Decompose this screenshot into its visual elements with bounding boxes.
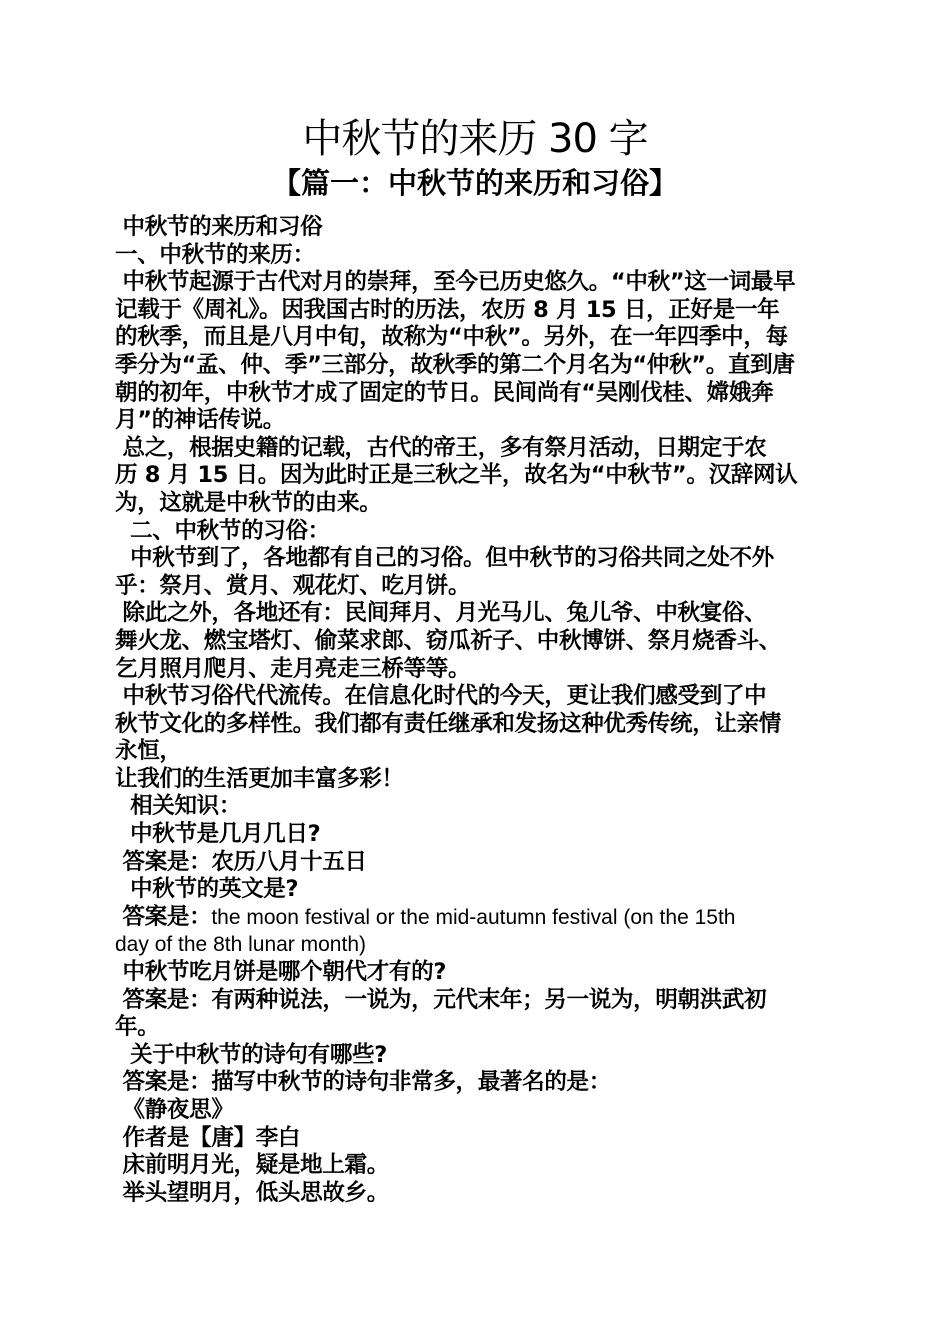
paragraph-line: 中秋节起源于古代对月的崇拜，至今已历史悠久。“中秋”这一词最早 <box>115 269 796 296</box>
paragraph-line: 季分为“孟、仲、季”三部分，故秋季的第二个月名为“仲秋”。直到唐 <box>115 351 795 378</box>
paragraph-line: 为，这就是中秋节的由来。 <box>115 489 382 516</box>
poem-author: 作者是【唐】李白 <box>115 1124 301 1151</box>
paragraph-line: 中秋节到了，各地都有自己的习俗。但中秋节的习俗共同之处不外 <box>115 545 774 572</box>
section-heading: 相关知识： <box>115 793 242 820</box>
answer-line: 答案是：描写中秋节的诗句非常多，最著名的是： <box>115 1069 611 1096</box>
paragraph-line: 的秋季，而且是八月中旬，故称为“中秋”。另外，在一年四季中，每 <box>115 324 788 351</box>
question-line: 中秋节是几月几日? <box>115 821 321 848</box>
document-body <box>115 214 837 1207</box>
poem-line: 举头望明月，低头思故乡。 <box>115 1179 389 1206</box>
document-subtitle: 【篇一：中秋节的来历和习俗】 <box>271 166 678 200</box>
answer-line: 年。 <box>115 1014 160 1041</box>
paragraph-line: 历 8 月 15 日。因为此时正是三秋之半，故名为“中秋节”。汉辞网认 <box>115 462 798 489</box>
answer-english-text: the moon festival or the mid-autumn festival (on the 15th <box>211 905 736 929</box>
answer-line: 答案是：有两种说法，一说为，元代末年；另一说为，明朝洪武初 <box>115 986 767 1013</box>
section-heading: 中秋节的来历和习俗 <box>115 214 323 240</box>
answer-line: 答案是：农历八月十五日 <box>115 848 367 875</box>
document-title: 中秋节的来历 30 字 <box>302 116 648 162</box>
answer-line: day of the 8th lunar month) <box>115 933 366 957</box>
paragraph-line: 月”的神话传说。 <box>115 407 285 434</box>
paragraph-line: 除此之外，各地还有：民间拜月、月光马儿、兔儿爷、中秋宴俗、 <box>115 600 767 627</box>
poem-line: 床前明月光，疑是地上霜。 <box>115 1152 389 1179</box>
paragraph-line: 乎：祭月、赏月、观花灯、吃月饼。 <box>115 572 471 599</box>
paragraph-line: 舞火龙、燃宝塔灯、偷菜求郎、窃瓜祈子、中秋博饼、祭月烧香斗、 <box>115 627 782 654</box>
question-line: 关于中秋节的诗句有哪些? <box>115 1041 388 1068</box>
section-heading: 一、中秋节的来历： <box>115 241 315 268</box>
answer-prefix: 答案是： <box>115 903 212 930</box>
paragraph-line: 秋节文化的多样性。我们都有责任继承和发扬这种优秀传统，让亲情 <box>115 710 782 737</box>
question-line: 中秋节的英文是? <box>115 876 299 903</box>
answer-line <box>115 904 837 932</box>
paragraph-line: 记载于《周礼》。因我国古时的历法，农历 8 月 15 日，正好是一年 <box>115 296 780 323</box>
paragraph-line: 朝的初年，中秋节才成了固定的节日。民间尚有“吴刚伐桂、嫦娥奔 <box>115 379 774 406</box>
poem-title: 《静夜思》 <box>115 1097 234 1123</box>
paragraph-line: 中秋节习俗代代流传。在信息化时代的今天，更让我们感受到了中 <box>115 683 767 710</box>
paragraph-line: 永恒， <box>115 738 182 765</box>
paragraph-line: 让我们的生活更加丰富多彩！ <box>115 765 404 792</box>
question-line: 中秋节吃月饼是哪个朝代才有的? <box>115 959 447 986</box>
section-heading: 二、中秋节的习俗： <box>115 517 330 544</box>
paragraph-line: 总之，根据史籍的记载，古代的帝王，多有祭月活动，日期定于农 <box>115 434 767 461</box>
paragraph-line: 乞月照月爬月、走月亮走三桥等等。 <box>115 655 471 682</box>
